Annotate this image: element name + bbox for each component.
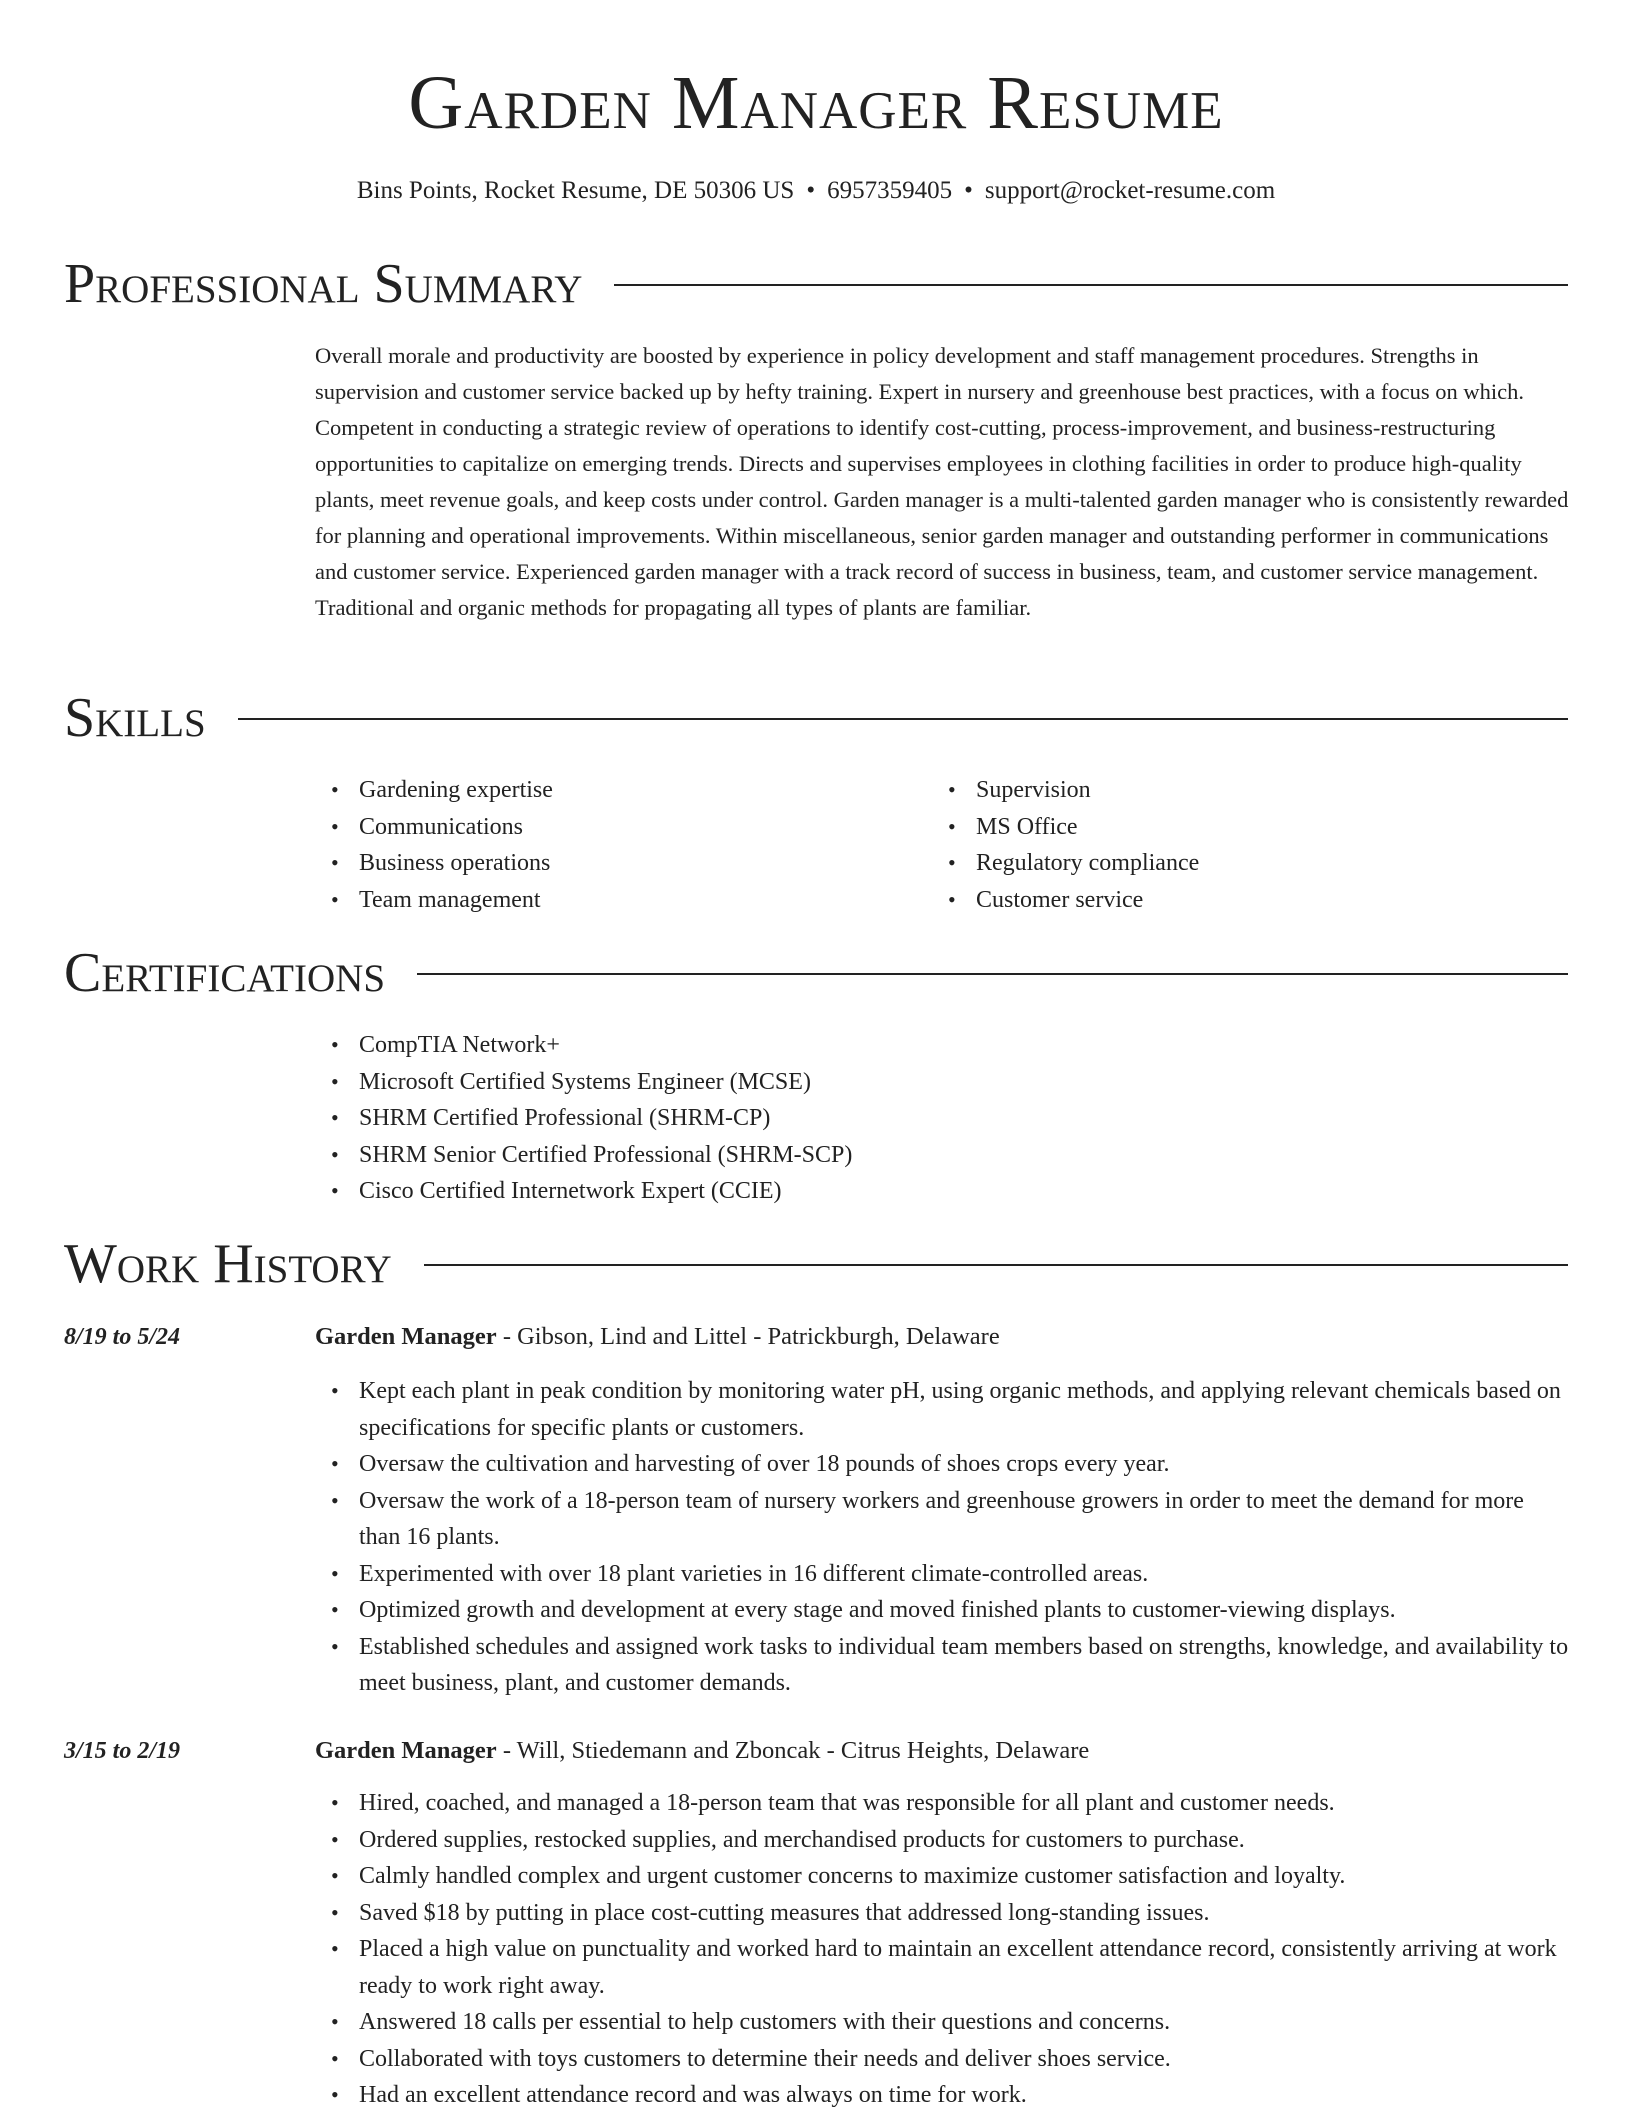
duty-item: • Answered 18 calls per essential to help customers with their questions and concerns. xyxy=(359,2004,1570,2041)
job-heading xyxy=(315,1734,1570,1768)
certification-item: • CompTIA Network+ xyxy=(359,1027,1570,1064)
certification-item: • SHRM Senior Certified Professional (SHRM-SCP) xyxy=(359,1137,1570,1174)
job-title: Garden Manager xyxy=(315,1737,497,1764)
contact-email: support@rocket-resume.com xyxy=(984,177,1276,204)
skill-item: • Team management xyxy=(359,882,932,919)
section-header-summary xyxy=(64,252,1568,316)
section-divider xyxy=(614,284,1568,286)
duty-item: • Established schedules and assigned work tasks to individual team members based on strengths, knowledge, and availability to meet business, plant, and customer demands. xyxy=(359,1629,1570,1702)
skill-item: • Business operations xyxy=(359,845,932,882)
contact-phone: 6957359405 xyxy=(827,177,953,204)
job-duties xyxy=(315,1373,1570,1702)
job-title: Garden Manager xyxy=(315,1323,497,1350)
skill-item: • Regulatory compliance xyxy=(976,845,1549,882)
skills-list xyxy=(315,772,1570,918)
duty-item: • Optimized growth and development at every stage and moved finished plants to customer-viewing displays. xyxy=(359,1592,1570,1629)
section-header-certifications xyxy=(64,941,1568,1005)
certification-item: • Microsoft Certified Systems Engineer (MCSE) xyxy=(359,1064,1570,1101)
section-title-summary: Professional Summary xyxy=(64,253,583,315)
skill-item: • MS Office xyxy=(976,809,1549,846)
job-dates: 3/15 to 2/19 xyxy=(64,1738,181,1764)
contact-separator: • xyxy=(964,177,973,204)
section-title-skills: Skills xyxy=(64,687,206,749)
resume-title: Garden Manager Resume xyxy=(408,61,1224,145)
contact-line xyxy=(0,174,1632,208)
skills-column-right xyxy=(932,772,1549,918)
skill-item: • Gardening expertise xyxy=(359,772,932,809)
certification-item: • SHRM Certified Professional (SHRM-CP) xyxy=(359,1100,1570,1137)
duty-item: • Oversaw the cultivation and harvesting of over 18 pounds of shoes crops every year. xyxy=(359,1446,1570,1483)
duty-item: • Had an excellent attendance record and was always on time for work. xyxy=(359,2077,1570,2114)
section-divider xyxy=(238,718,1568,720)
certification-item: • Cisco Certified Internetwork Expert (CCIE) xyxy=(359,1173,1570,1210)
duty-item: • Calmly handled complex and urgent customer concerns to maximize customer satisfaction and loyalty. xyxy=(359,1858,1570,1895)
duty-item: • Saved $18 by putting in place cost-cutting measures that addressed long-standing issues. xyxy=(359,1895,1570,1932)
duty-item: • Oversaw the work of a 18-person team of nursery workers and greenhouse growers in order to meet the demand for more than 16 plants. xyxy=(359,1483,1570,1556)
summary-text: Overall morale and productivity are boosted by experience in policy development and staff management procedures. Strengths in supervision and customer service backed up by hefty training. Expert in nursery and greenhouse best practices, with a focus on which. Competent in conducting a strategic review of operations to identify cost-cutting, process-improvement, and business-restructuring opportunities to capitalize on emerging trends. Directs and supervises employees in clothing facilities in order to produce high-quality plants, meet revenue goals, and keep costs under control. Garden manager is a multi-talented garden manager who is consistently rewarded for planning and operational improvements. Within miscellaneous, senior garden manager and outstanding performer in communications and customer service. Experienced garden manager with a track record of success in business, team, and customer service management. Traditional and organic methods for propagating all types of plants are familiar. xyxy=(315,343,1569,620)
section-header-work-history xyxy=(64,1232,1568,1296)
job-duties xyxy=(315,1785,1570,2114)
duty-item: • Kept each plant in peak condition by monitoring water pH, using organic methods, and applying relevant chemicals based on specifications for specific plants or customers. xyxy=(359,1373,1570,1446)
contact-address: Bins Points, Rocket Resume, DE 50306 US xyxy=(356,177,795,204)
section-title-work-history: Work History xyxy=(64,1233,392,1295)
duty-item: • Collaborated with toys customers to determine their needs and deliver shoes service. xyxy=(359,2041,1570,2078)
skill-item: • Supervision xyxy=(976,772,1549,809)
section-divider xyxy=(424,1264,1568,1266)
job-employer: - Will, Stiedemann and Zboncak - Citrus Heights, Delaware xyxy=(496,1737,1090,1764)
job-dates: 8/19 to 5/24 xyxy=(64,1324,181,1350)
job-employer: - Gibson, Lind and Littel - Patrickburgh, Delaware xyxy=(496,1323,1000,1350)
contact-separator: • xyxy=(806,177,816,204)
duty-item: • Hired, coached, and managed a 18-person team that was responsible for all plant and customer needs. xyxy=(359,1785,1570,1822)
job-heading xyxy=(315,1320,1570,1354)
section-title-certifications: Certifications xyxy=(64,942,386,1004)
skill-item: • Communications xyxy=(359,809,932,846)
section-header-skills xyxy=(64,686,1568,750)
skills-column-left xyxy=(315,772,932,918)
section-divider xyxy=(417,973,1568,975)
skill-item: • Customer service xyxy=(976,882,1549,919)
certifications-list xyxy=(315,1027,1570,1210)
duty-item: • Placed a high value on punctuality and worked hard to maintain an excellent attendance record, consistently arriving at work ready to work right away. xyxy=(359,1931,1570,2004)
duty-item: • Ordered supplies, restocked supplies, and merchandised products for customers to purchase. xyxy=(359,1822,1570,1859)
duty-item: • Experimented with over 18 plant varieties in 16 different climate-controlled areas. xyxy=(359,1556,1570,1593)
